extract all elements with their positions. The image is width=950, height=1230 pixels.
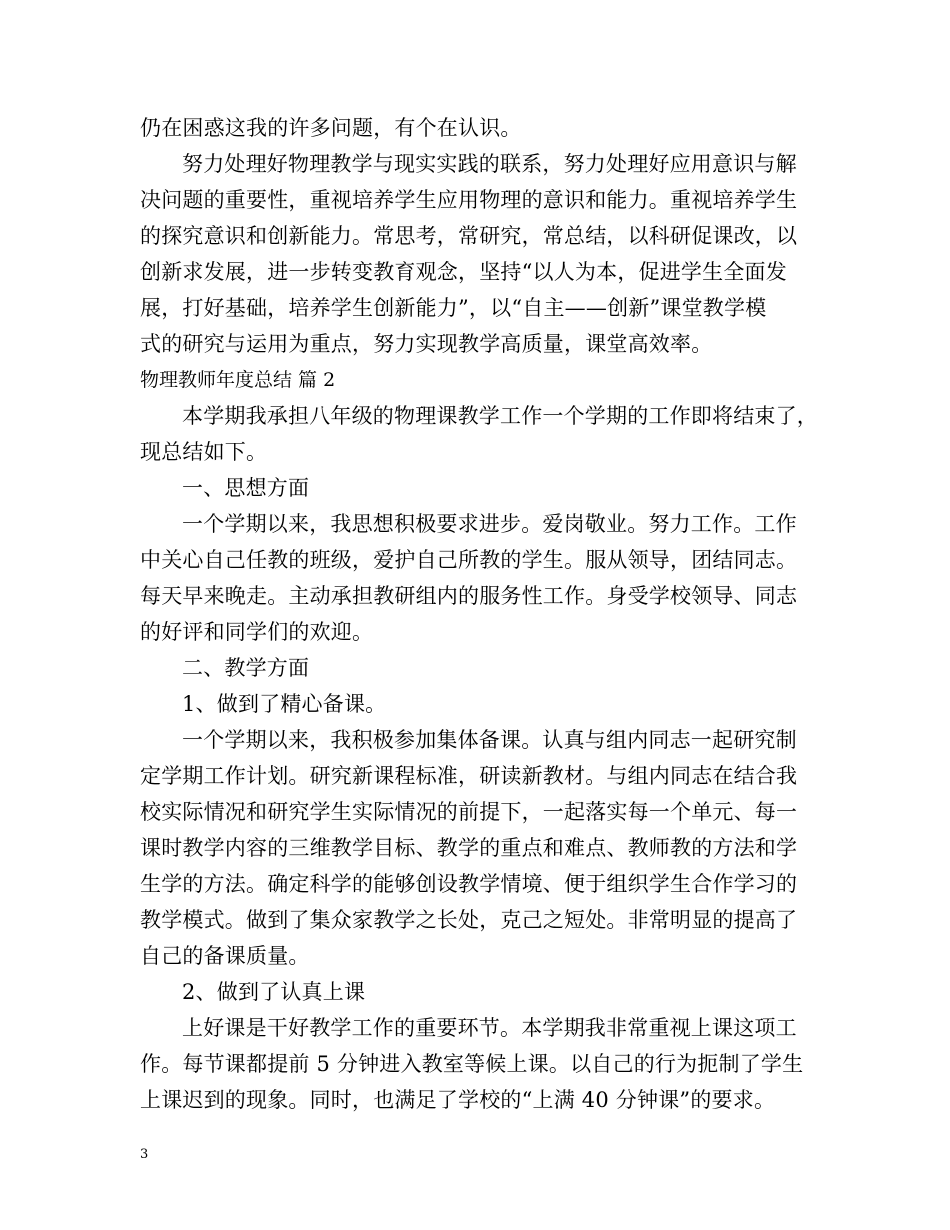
subheading: 二、教学方面 bbox=[182, 656, 310, 680]
text-line: 一个学期以来，我思想积极要求进步。爱岗敬业。努力工作。工作 bbox=[182, 512, 797, 536]
text-line: 中关心自己任教的班级，爱护自己所教的学生。服从领导，团结同志。 bbox=[140, 548, 798, 572]
text-line: 仍在困惑这我的许多问题，有个在认识。 bbox=[140, 116, 522, 140]
text-line: 教学模式。做到了集众家教学之长处，克己之短处。非常明显的提高了 bbox=[140, 908, 798, 932]
text-line: 决问题的重要性，重视培养学生应用物理的意识和能力。重视培养学生 bbox=[140, 188, 798, 212]
text-line: 定学期工作计划。研究新课程标准，研读新教材。与组内同志在结合我 bbox=[140, 764, 798, 788]
text-line: 展，打好基础，培养学生创新能力”，以“自主——创新”课堂教学模 bbox=[140, 296, 767, 320]
text-line: 作。每节课都提前 5 分钟进入教室等候上课。以自己的行为扼制了学生 bbox=[140, 1052, 804, 1076]
text-line: 自己的备课质量。 bbox=[140, 944, 310, 968]
text-line: 现总结如下。 bbox=[140, 440, 268, 464]
text-line: 努力处理好物理教学与现实实践的联系，努力处理好应用意识与解 bbox=[182, 152, 797, 176]
text-line: 生学的方法。确定科学的能够创设教学情境、便于组织学生合作学习的 bbox=[140, 872, 798, 896]
text-line: 一个学期以来，我积极参加集体备课。认真与组内同志一起研究制 bbox=[182, 728, 797, 752]
section-heading: 物理教师年度总结 篇 2 bbox=[140, 369, 336, 391]
text-line: 创新求发展，进一步转变教育观念，坚持“以人为本，促进学生全面发 bbox=[140, 260, 787, 284]
subheading: 一、思想方面 bbox=[182, 476, 310, 500]
text-line: 每天早来晚走。主动承担教研组内的服务性工作。身受学校领导、同志 bbox=[140, 584, 798, 608]
text-line: 的探究意识和创新能力。常思考，常研究，常总结，以科研促课改，以 bbox=[140, 224, 798, 248]
page-number: 3 bbox=[140, 1147, 149, 1162]
text-line: 上课迟到的现象。同时，也满足了学校的“上满 40 分钟课”的要求。 bbox=[140, 1088, 776, 1112]
text-line: 校实际情况和研究学生实际情况的前提下，一起落实每一个单元、每一 bbox=[140, 800, 798, 824]
text-line: 的好评和同学们的欢迎。 bbox=[140, 620, 374, 644]
text-line: 本学期我承担八年级的物理课教学工作一个学期的工作即将结束了， bbox=[182, 404, 818, 428]
document-body bbox=[140, 110, 830, 1118]
text-line: 上好课是干好教学工作的重要环节。本学期我非常重视上课这项工 bbox=[182, 1016, 797, 1040]
subheading: 2、做到了认真上课 bbox=[182, 980, 366, 1004]
text-line: 式的研究与运用为重点，努力实现教学高质量，课堂高效率。 bbox=[140, 332, 713, 356]
subheading: 1、做到了精心备课。 bbox=[182, 692, 387, 716]
text-line: 课时教学内容的三维教学目标、教学的重点和难点、教师教的方法和学 bbox=[140, 836, 798, 860]
